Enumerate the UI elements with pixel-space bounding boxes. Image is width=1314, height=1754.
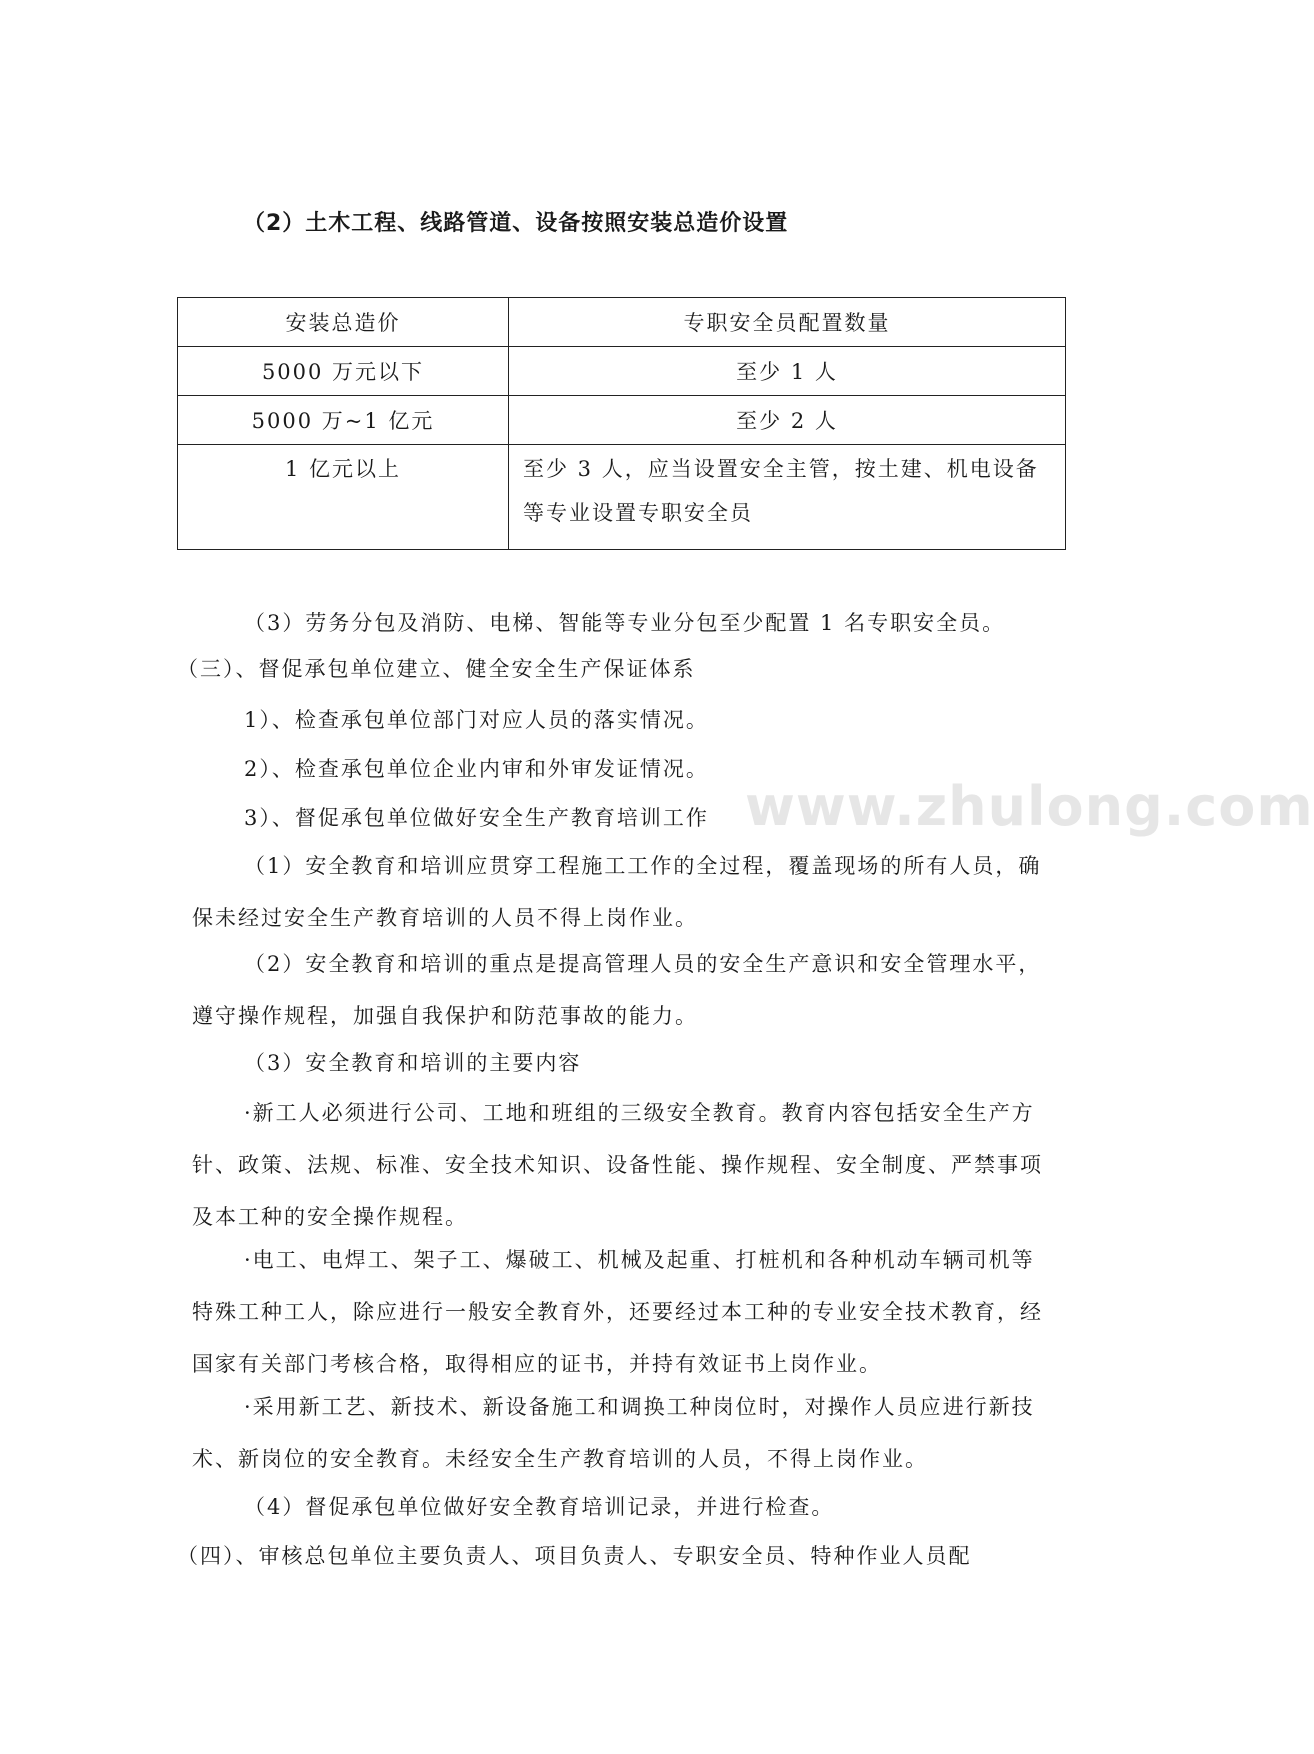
list-item: 2）、检查承包单位企业内审和外审发证情况。 (244, 757, 709, 781)
bullet-item: ·电工、电焊工、架子工、爆破工、机械及起重、打桩机和各种机动车辆司机等特殊工种工人，除应进行一般安全教育外，还要经过本工种的专业安全技术教育，经国家有关部门考核合格，取得相应的证书，并持有效证书上岗作业。 (192, 1248, 1043, 1376)
table-cell-count: 至少 2 人 (509, 396, 1066, 445)
bullet-item: ·采用新工艺、新技术、新设备施工和调换工种岗位时，对操作人员应进行新技术、新岗位的安全教育。未经安全生产教育培训的人员，不得上岗作业。 (192, 1395, 1035, 1471)
table-header-row (178, 298, 1066, 347)
section-heading: （2）土木工程、线路管道、设备按照安装总造价设置 (243, 211, 789, 236)
paragraph-subcontract: （3）劳务分包及消防、电梯、智能等专业分包至少配置 1 名专职安全员。 (244, 611, 1006, 635)
table-cell-cost: 5000 万~1 亿元 (178, 396, 509, 445)
subsection-heading-4: （四）、审核总包单位主要负责人、项目负责人、专职安全员、特种作业人员配 (177, 1544, 972, 1568)
table-cell-count: 至少 3 人，应当设置安全主管，按土建、机电设备等专业设置专职安全员 (509, 445, 1066, 550)
safety-officer-table (177, 297, 1066, 550)
watermark: www.zhulong.com (745, 775, 1314, 838)
bullet-item: ·新工人必须进行公司、工地和班组的三级安全教育。教育内容包括安全生产方针、政策、法规、标准、安全技术知识、设备性能、操作规程、安全制度、严禁事项及本工种的安全操作规程。 (192, 1101, 1043, 1229)
table-row (178, 347, 1066, 396)
table-header-cost: 安装总造价 (178, 298, 509, 347)
table-cell-count: 至少 1 人 (509, 347, 1066, 396)
list-item: 3）、督促承包单位做好安全生产教育培训工作 (244, 806, 709, 830)
subsection-heading-3: （三）、督促承包单位建立、健全安全生产保证体系 (177, 657, 696, 681)
list-item: 1）、检查承包单位部门对应人员的落实情况。 (244, 708, 709, 732)
paragraph-training-3: （3）安全教育和培训的主要内容 (244, 1051, 582, 1075)
table-row (178, 396, 1066, 445)
paragraph-training-2: （2）安全教育和培训的重点是提高管理人员的安全生产意识和安全管理水平，遵守操作规程，加强自我保护和防范事故的能力。 (192, 952, 1042, 1028)
paragraph-training-4: （4）督促承包单位做好安全教育培训记录，并进行检查。 (244, 1495, 835, 1519)
table-cell-cost: 5000 万元以下 (178, 347, 509, 396)
table-cell-cost: 1 亿元以上 (178, 445, 509, 550)
paragraph-training-1: （1）安全教育和培训应贯穿工程施工工作的全过程，覆盖现场的所有人员，确保未经过安全生产教育培训的人员不得上岗作业。 (192, 854, 1042, 930)
table-header-count: 专职安全员配置数量 (509, 298, 1066, 347)
table-row (178, 445, 1066, 550)
